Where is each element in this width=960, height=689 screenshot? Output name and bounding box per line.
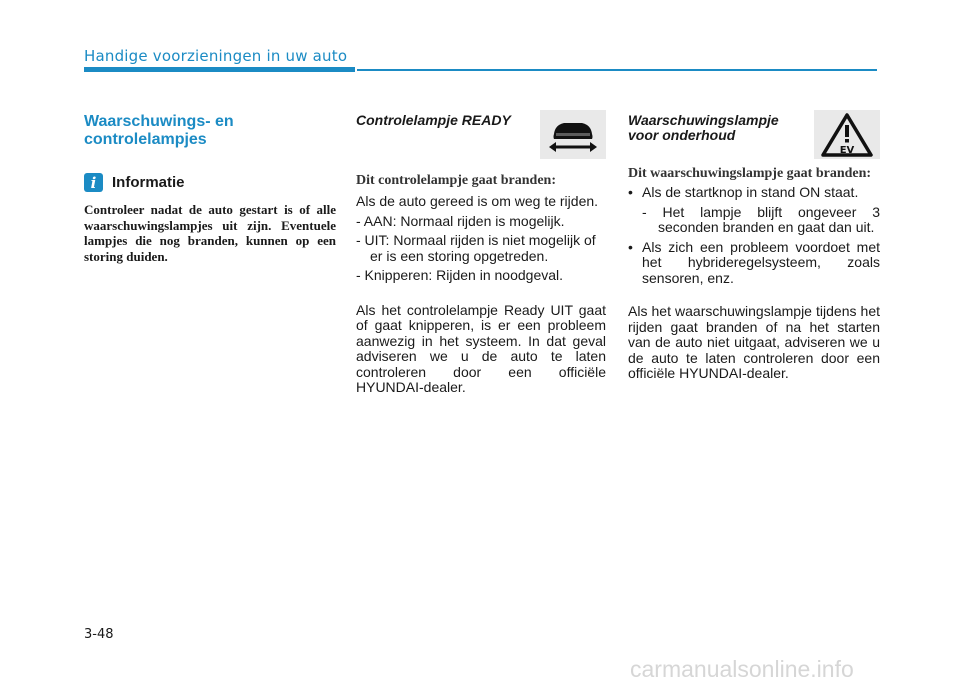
info-text: Controleer nadat de auto gestart is of alle waarschuwingslampjes uit zijn. Eventuele lampjes die nog branden, kunnen op een storing duiden. [84, 202, 336, 264]
header-accent-bar [84, 67, 355, 72]
service-bullet-1 [628, 185, 880, 201]
section-header-title: Handige voorzieningen in uw auto [84, 47, 348, 65]
info-label: Informatie [112, 174, 185, 191]
column-service-lamp [628, 110, 880, 382]
ready-heading: Controlelampje READY [356, 112, 511, 128]
service-bullet-2-text: Als zich een probleem voordoet met het hybrideregelsysteem, zoals sensoren, enz. [642, 238, 880, 286]
ready-item-on: - AAN: Normaal rijden is mogelijk. [356, 212, 565, 229]
service-bullet-2 [628, 240, 880, 287]
service-subheading: Dit waarschuwingslampje gaat branden: [628, 166, 872, 181]
info-icon: i [84, 173, 103, 192]
service-paragraph: Als het waarschuwingslampje tijdens het rijden gaat branden of na het starten van de auto niet uitgaat, adviseren we u de auto te laten controleren door een officiële HYUNDAI-dealer. [628, 303, 880, 381]
ev-icon-text: EV [839, 144, 855, 156]
car-arrows-icon [540, 110, 606, 159]
watermark: carmanualsonline.info [630, 656, 854, 682]
info-heading [84, 173, 336, 192]
service-sub-item: - Het lampje blijft ongeveer 3 seconden branden en gaat dan uit. [642, 203, 880, 235]
ready-subheading: Dit controlelampje gaat branden: [356, 173, 556, 188]
section-title: Waarschuwings- en controlelampjes [84, 113, 234, 148]
ready-paragraph: Als het controlelampje Ready UIT gaat of gaat knipperen, is er een probleem aanwezig in het systeem. In dat geval adviseren we u de auto te laten controleren door een officiële HYUNDAI-dealer. [356, 301, 606, 395]
column-warning-lamps [84, 110, 336, 264]
ready-item-blink: - Knipperen: Rijden in noodgeval. [356, 267, 564, 283]
service-heading-row [628, 110, 880, 159]
service-bullet-1-text: Als de startknop in stand ON staat. [642, 184, 859, 200]
header-rule [357, 69, 877, 71]
service-heading: Waarschuwingslampje voor onderhoud [628, 112, 779, 143]
ready-item-off: - UIT: Normaal rijden is niet mogelijk of er is een storing opgetreden. [356, 232, 596, 264]
page-number: 3-48 [84, 627, 114, 642]
bullet-mark: • [628, 238, 633, 255]
column-ready-lamp [356, 110, 606, 396]
ready-heading-row [356, 110, 606, 159]
bullet-mark: • [628, 184, 633, 200]
ev-warning-triangle-icon [814, 110, 880, 159]
ready-intro: Als de auto gereed is om weg te rijden. [356, 193, 599, 209]
